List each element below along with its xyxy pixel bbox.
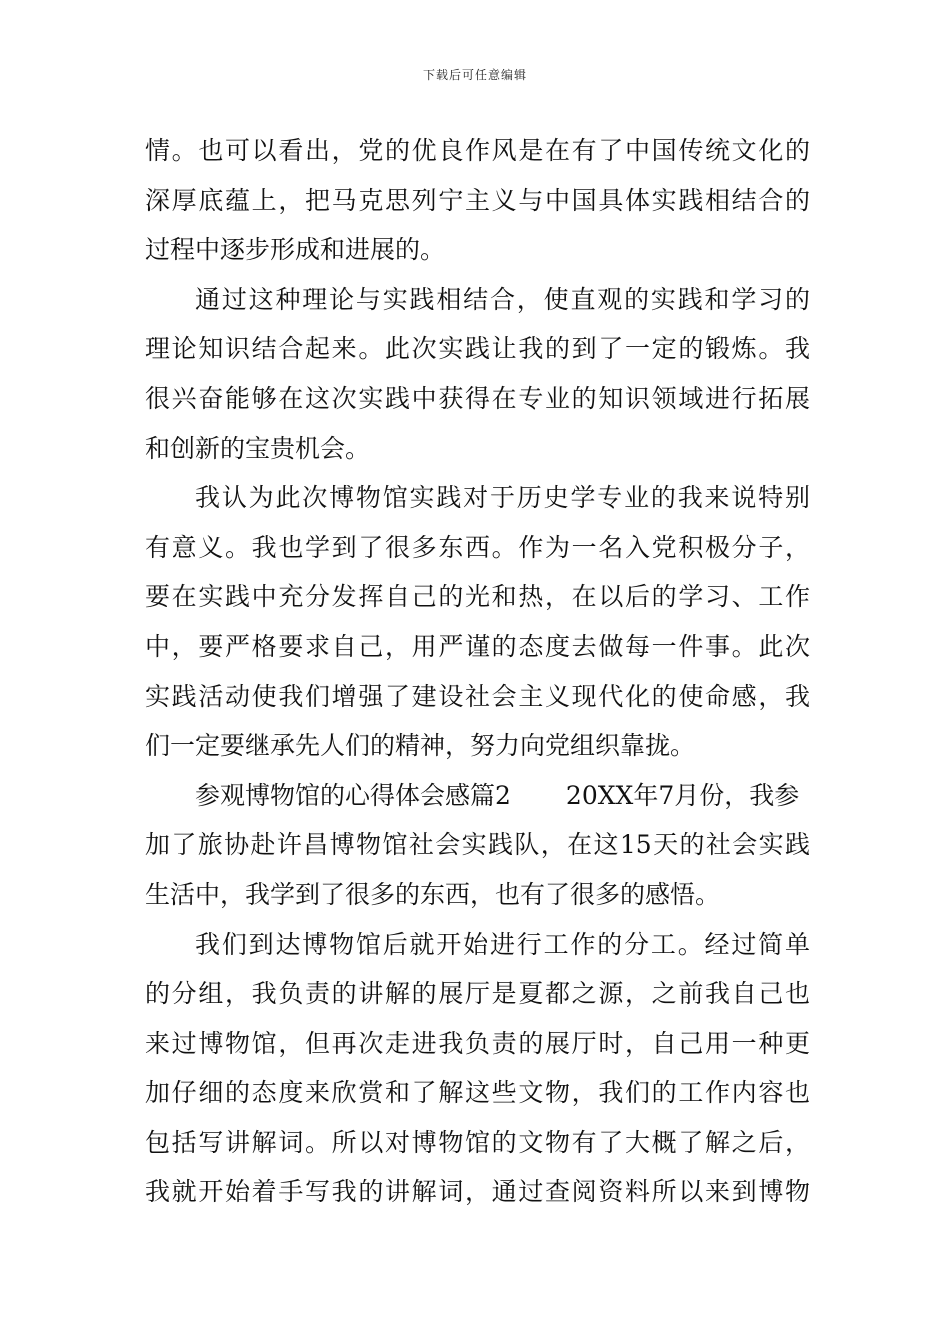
paragraph bbox=[145, 275, 810, 473]
text-line: 和创新的宝贵机会。 bbox=[145, 433, 371, 463]
text-line: 来过博物馆，但再次走进我负责的展厅时，自己用一种更 bbox=[145, 1028, 810, 1058]
text-line: 通过这种理论与实践相结合，使直观的实践和学习的 bbox=[195, 284, 810, 314]
section-title: 参观博物馆的心得体会感篇2 bbox=[195, 780, 511, 810]
page-header: 下载后可任意编辑 bbox=[422, 68, 527, 82]
text-line: 深厚底蕴上，把马克思列宁主义与中国具体实践相结合的 bbox=[145, 185, 810, 215]
text-line: 加仔细的态度来欣赏和了解这些文物，我们的工作内容也 bbox=[145, 1078, 810, 1108]
text-line: 生活中，我学到了很多的东西，也有了很多的感悟。 bbox=[145, 879, 721, 909]
section-lead: 20XX年7月份，我参 bbox=[565, 780, 800, 810]
text-line: 情。也可以看出，党的优良作风是在有了中国传统文化的 bbox=[145, 136, 810, 165]
text-line: 我们到达博物馆后就开始进行工作的分工。经过简单 bbox=[195, 929, 810, 959]
paragraph bbox=[145, 920, 810, 1218]
text-line: 中，要严格要求自己，用严谨的态度去做每一件事。此次 bbox=[145, 631, 810, 661]
text-line: 们一定要继承先人们的精神，努力向党组织靠拢。 bbox=[145, 731, 696, 761]
text-line: 理论知识结合起来。此次实践让我的到了一定的锻炼。我 bbox=[145, 334, 810, 364]
text-line: 过程中逐步形成和进展的。 bbox=[145, 235, 446, 265]
text-line: 实践活动使我们增强了建设社会主义现代化的使命感，我 bbox=[145, 681, 810, 711]
text-line: 很兴奋能够在这次实践中获得在专业的知识领域进行拓展 bbox=[145, 383, 810, 413]
paragraph bbox=[145, 126, 810, 275]
text-line: 有意义。我也学到了很多东西。作为一名入党积极分子， bbox=[145, 532, 810, 562]
paragraph bbox=[145, 771, 810, 920]
paragraph bbox=[145, 473, 810, 771]
document-body bbox=[145, 126, 810, 1217]
text-line: 我认为此次博物馆实践对于历史学专业的我来说特别 bbox=[195, 483, 810, 513]
text-line: 要在实践中充分发挥自己的光和热，在以后的学习、工作 bbox=[145, 582, 810, 612]
text-line: 我就开始着手写我的讲解词，通过查阅资料所以来到博物 bbox=[145, 1177, 810, 1207]
text-line: 的分组，我负责的讲解的展厅是夏都之源，之前我自己也 bbox=[145, 979, 810, 1009]
text-line: 包括写讲解词。所以对博物馆的文物有了大概了解之后， bbox=[145, 1127, 810, 1157]
text-line: 加了旅协赴许昌博物馆社会实践队，在这15天的社会实践 bbox=[145, 830, 810, 860]
section-title-line bbox=[145, 771, 810, 821]
